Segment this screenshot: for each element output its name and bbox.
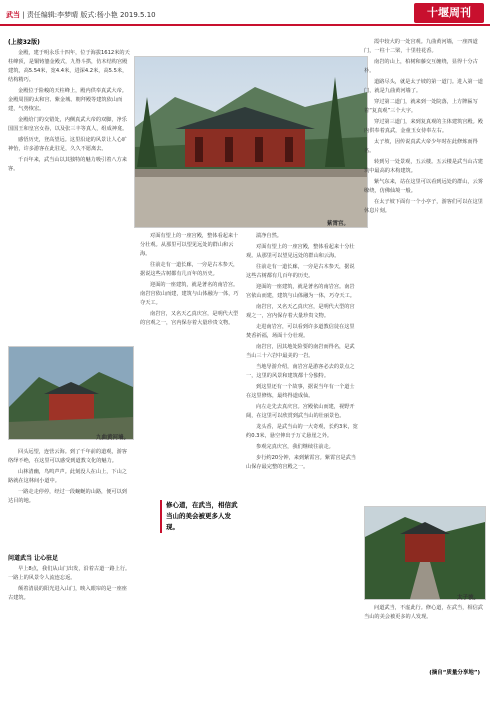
paragraph: 在太子坡下面有一个小亭子，游客们可以在这里休息片刻。 bbox=[364, 199, 483, 214]
section-heading: 问道武当 让心驻足 bbox=[8, 555, 59, 562]
paragraph: 对面有望上的一座宫殿，整体看起来十分壮观。从那里可以望见远处的群山和云海。 bbox=[246, 244, 355, 259]
header-divider bbox=[0, 24, 490, 26]
article-column-1b bbox=[8, 448, 132, 548]
paragraph: 走进南岩宫，可以看到许多道教信徒在这里焚香祈福，场面十分壮观。 bbox=[246, 324, 355, 339]
paragraph: 迎面的一座建筑，就是著名的南岩宫。南岩宫依山而建，建筑与山体融为一体，巧夺天工。 bbox=[246, 284, 355, 299]
temple-illustration bbox=[135, 57, 367, 227]
paragraph: 迎面的一座建筑，就是著名的南岩宫。南岩宫依山而建，建筑与山体融为一体，巧夺天工。 bbox=[140, 282, 239, 306]
article-column-1 bbox=[8, 38, 132, 338]
pull-quote: 修心道，在武当，相信武当山的美会被更多人发现。 bbox=[160, 500, 238, 533]
wall-illustration bbox=[9, 347, 133, 439]
paragraph: 穿过第三道门，来到复真观的主体建筑宫殿。殿内供奉着真武，金童玉女侍奉左右。 bbox=[364, 119, 483, 134]
paragraph: 感悟历史，登高望远。这里沿途的风景让人心旷神怡，许多游客在此驻足，久久不愿离去。 bbox=[8, 137, 127, 152]
article-column-2 bbox=[246, 232, 358, 694]
left-photo-caption: 九曲黄河墙。 bbox=[96, 435, 130, 441]
paragraph: 道路尽头，就是太子坡的第一道门。进入第一道门，就是九曲黄河墙了。 bbox=[364, 79, 483, 94]
main-photo-caption: 紫霄宫。 bbox=[327, 221, 350, 227]
paragraph: 山林清幽，鸟鸣声声。此刻没人在山上，下山之路就在这林间小道中。 bbox=[8, 469, 127, 484]
newspaper-logo: 十堰周刊 bbox=[414, 3, 484, 23]
main-photo-zixiao-palace bbox=[134, 56, 368, 228]
paragraph: 穿过第二道门，就来到一处院落，上方牌匾写着“复真观”三个大字。 bbox=[364, 99, 478, 114]
paragraph: 参观完真庆宫，我们继续往前走。 bbox=[256, 444, 334, 450]
paragraph: 向左走先去真庆宫。宫殿依山而建，视野开阔，在这里可以欣赏到武当山的壮丽景色。 bbox=[246, 404, 355, 419]
paragraph: 金殿，建于明永乐十四年，位于海拔1612米的天柱峰顶，是铜铸鎏金殿式，九脊斗拱，仿木结构宫殿建筑，高5.54米，宽4.4米，进深4.2米，高5.5米，结构精巧。 bbox=[8, 50, 130, 83]
paragraph: 到这里还有一个故事，据说当年有一个道士在这里修炼，最终得道成仙。 bbox=[246, 384, 355, 399]
source-note: (摘自“质量分享地”) bbox=[429, 670, 480, 676]
paragraph: 紫气东来，站在这里可以看到远处的群山，云雾缭绕，仿佛仙境一般。 bbox=[364, 179, 483, 194]
section-label: 武当 bbox=[6, 11, 20, 19]
paragraph: 南岩宫，又名天乙真庆宫，是明代大型的宫观之一，宫内保存着大量珍贵文物。 bbox=[140, 311, 239, 326]
paragraph: 南岩的山上，柏树和藤交互缠绕，显得十分古朴。 bbox=[364, 59, 478, 74]
paragraph: 南岩宫，又名天乙真庆宫，是明代大型的宫观之一，宫内保存着大量珍贵文物。 bbox=[246, 304, 355, 319]
continued-note: (上接32版) bbox=[8, 39, 40, 46]
paragraph: 往前走有一道长廊，一旁是古木参天，据说这些古树都有几百年的历史。 bbox=[140, 262, 239, 277]
paragraph: 金殿给门的交错处，内侧真武大帝的双脚，净乐国国王和皇宫女眷，以及张三丰等真人，组成神龛。 bbox=[8, 117, 128, 132]
paragraph: 龙头香，是武当山的一大奇观，长约3米，宽约0.3米，悬空伸出于万丈悬崖之外。 bbox=[246, 424, 358, 439]
paragraph: 对面有望上的一座宫殿，整体看起来十分壮观。从那里可以望见远处的群山和云海。 bbox=[140, 233, 239, 257]
paragraph: 太子坡，因传说真武大帝少年时在此修炼而得名。 bbox=[364, 139, 478, 154]
paragraph: 问道武当，不虚此行。修心道，在武当，相信武当山的美会被更多的人发现。 bbox=[364, 605, 483, 620]
paragraph: 一路走走停停，经过一段蜿蜒的山路，便可以到达目的地。 bbox=[8, 489, 127, 504]
right-photo-caption: 太子坡。 bbox=[457, 595, 480, 601]
paragraph: 金殿位于险峻的天柱峰上，殿内供奉真武大帝。金殿周围的太和宫、紫金城、朝拜殿等建筑依山而建，气势恢宏。 bbox=[8, 88, 127, 112]
article-column-3b bbox=[364, 604, 484, 666]
paragraph: 千百年来，武当山以其独特的魅力吸引着八方来客。 bbox=[8, 157, 127, 172]
paragraph: 往前走有一道长廊，一旁是古木参天，据说这些古树都有几百年的历史。 bbox=[246, 264, 355, 279]
article-column-1c bbox=[8, 554, 132, 694]
stairs-illustration bbox=[365, 507, 485, 599]
paragraph: 南岩宫，因其地处险要的南岩而得名，是武当山三十六岩中最美的一岩。 bbox=[246, 344, 355, 359]
header-meta: 武当 | 责任编辑:李梦晴 版式:杨小艳 2019.5.10 bbox=[6, 11, 156, 19]
paragraph: 转到另一处景观，五云楼。五云楼是武当山古建筑中最高的木构建筑。 bbox=[364, 159, 483, 174]
paragraph: 早上8点，我们从山门出发，沿着古道一路上行。一路上的风景令人流连忘返。 bbox=[8, 566, 131, 581]
paragraph: 回头远望，连营云海。到了千年前的道观，游客络绎不绝，在这里可以感受到道教文化的魅力。 bbox=[8, 449, 127, 464]
paragraph: 当地导游介绍，南岩宫是游客必去的景点之一，这里的风景和建筑都十分独特。 bbox=[246, 364, 355, 379]
editor-info: 责任编辑:李梦晴 版式:杨小艳 2019.5.10 bbox=[26, 11, 156, 19]
paragraph: 湍净自然。 bbox=[256, 233, 282, 239]
article-column-middle bbox=[140, 232, 240, 492]
paragraph: 颠着清晨的阳光进入山门，映入眼帘的是一座座古建筑。 bbox=[8, 586, 127, 601]
page-header bbox=[0, 0, 490, 28]
right-photo-prince-slope bbox=[364, 506, 486, 600]
paragraph: 步行约20分钟，来到紫霄宫。紫霄宫是武当山保存最完整的宫殿之一。 bbox=[246, 455, 356, 470]
article-column-3 bbox=[364, 38, 484, 502]
left-photo-yellow-river-wall bbox=[8, 346, 134, 440]
paragraph: 霞中较大的一处宫观。九曲黄河墙，一座四道门，一柱十二梁，十里桂花香。 bbox=[364, 39, 478, 54]
